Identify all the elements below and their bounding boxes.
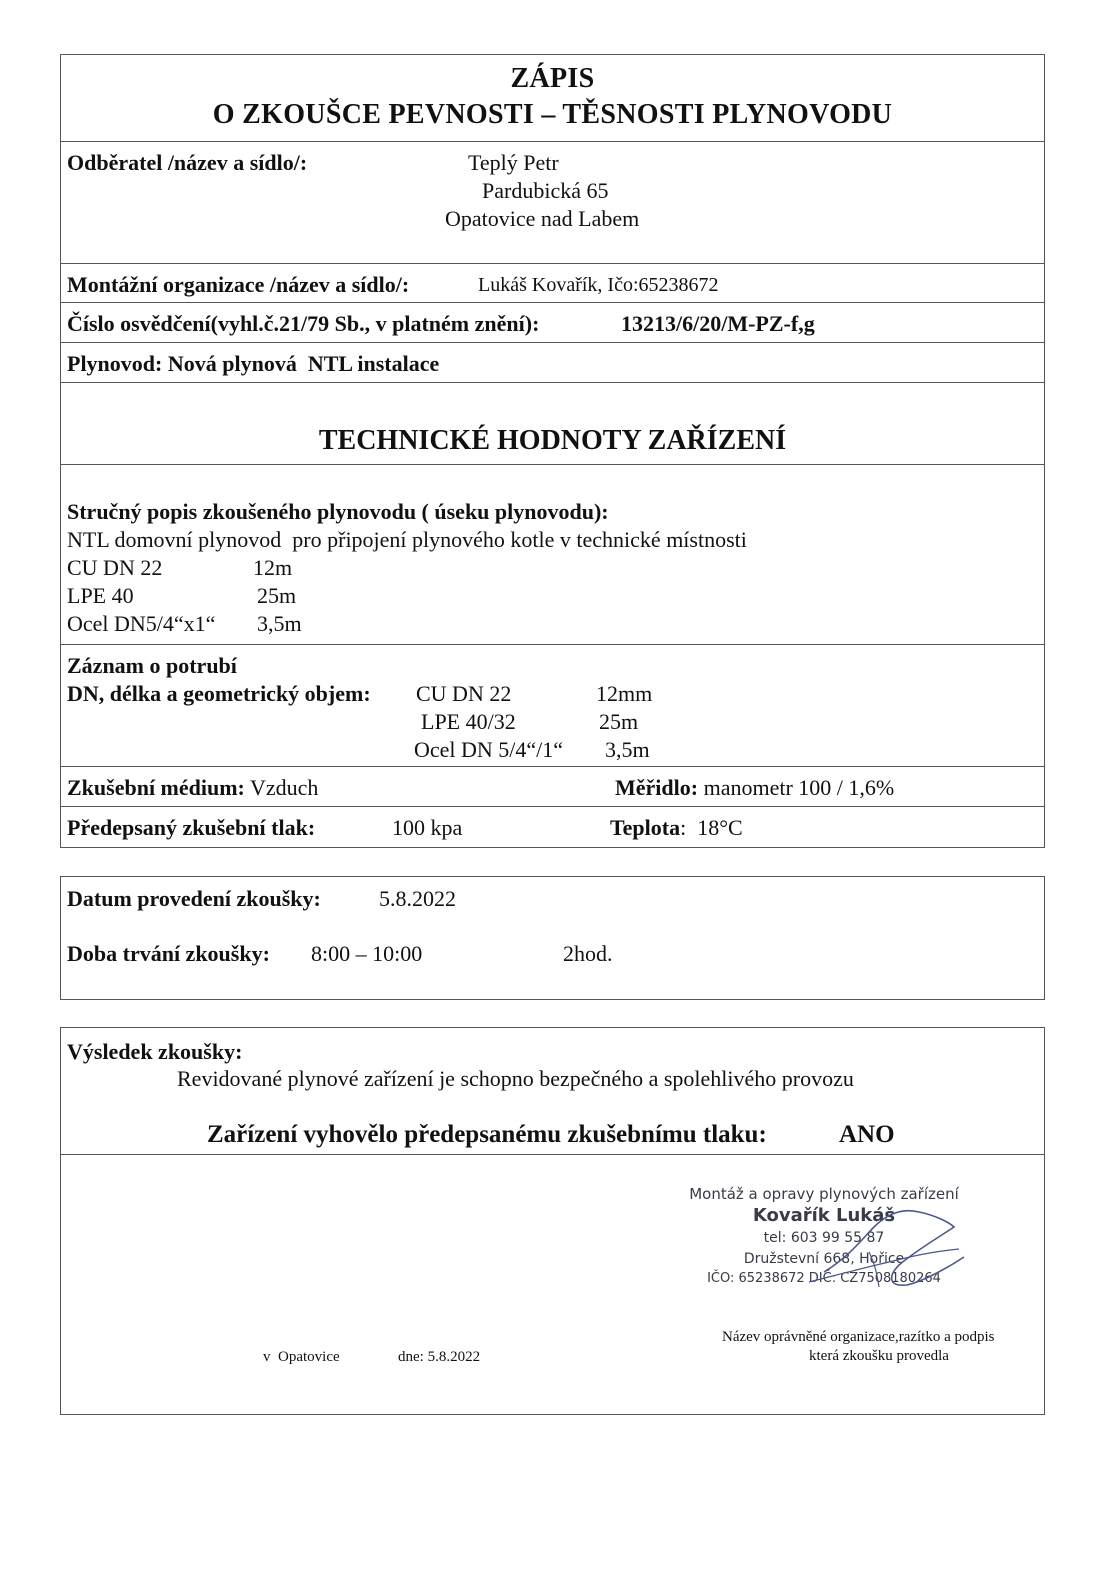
pipe-record-item-name: CU DN 22 xyxy=(416,681,512,706)
description-item-name: Ocel DN5/4“x1“ xyxy=(67,611,216,636)
description-item-name: CU DN 22 xyxy=(67,555,163,580)
certificate-label: Číslo osvědčení(vyhl.č.21/79 Sb., v platném znění): xyxy=(67,311,540,336)
pipe-record-item-length: 3,5m xyxy=(605,737,650,762)
stamp-line2: Kovařík Lukáš xyxy=(752,1205,896,1226)
pipe-record-item-name: Ocel DN 5/4“/1“ xyxy=(414,737,564,762)
title-row xyxy=(61,55,1044,142)
stamp-line3: tel: 603 99 55 87 xyxy=(763,1230,885,1246)
signature-caption-line2: která zkoušku provedla xyxy=(809,1348,949,1364)
gauge-value: manometr 100 / 1,6% xyxy=(703,775,895,800)
result-answer: ANO xyxy=(839,1121,895,1148)
customer-street: Pardubická 65 xyxy=(482,178,609,203)
main-form-box xyxy=(60,54,1045,848)
footer-date: dne: 5.8.2022 xyxy=(398,1349,481,1365)
medium-value: Vzduch xyxy=(250,775,319,800)
test-duration-label: Doba trvání zkoušky: xyxy=(67,941,270,966)
installer-value: Lukáš Kovařík, Ičo:65238672 xyxy=(478,274,719,296)
signature-caption-line1: Název oprávněné organizace,razítko a podpis xyxy=(722,1329,995,1345)
pipe-record-item-name: LPE 40/32 xyxy=(421,709,516,734)
description-item-name: LPE 40 xyxy=(67,583,134,608)
pressure-value: 100 kpa xyxy=(392,815,463,840)
section-title-row xyxy=(61,383,1044,465)
customer-city: Opatovice nad Labem xyxy=(445,206,640,231)
stamp-line1: Montáž a opravy plynových zařízení xyxy=(689,1185,959,1203)
description-item-length: 25m xyxy=(257,583,297,608)
description-row xyxy=(61,465,1044,645)
result-box xyxy=(60,1027,1045,1415)
medium-label: Zkušební médium: xyxy=(67,775,245,800)
pipe-record-item-length: 12mm xyxy=(596,681,653,706)
doc-title-line2: O ZKOUŠCE PEVNOSTI – TĚSNOSTI PLYNOVODU xyxy=(212,99,893,130)
pipe-record-label: Záznam o potrubí xyxy=(67,653,237,678)
customer-label: Odběratel /název a sídlo/: xyxy=(67,150,308,175)
customer-name: Teplý Petr xyxy=(468,150,559,175)
test-date-value: 5.8.2022 xyxy=(379,886,456,911)
section-title: TECHNICKÉ HODNOTY ZAŘÍZENÍ xyxy=(318,425,787,456)
medium-row xyxy=(61,767,1044,807)
customer-row xyxy=(61,142,1044,264)
test-date-label: Datum provedení zkoušky: xyxy=(67,886,321,911)
doc-title-line1: ZÁPIS xyxy=(510,63,595,94)
temperature-label: Teplota xyxy=(610,815,681,840)
test-box xyxy=(60,876,1045,1000)
pipeline-row xyxy=(61,343,1044,383)
certificate-row xyxy=(61,303,1044,343)
medium-field xyxy=(67,775,318,801)
description-label: Stručný popis zkoušeného plynovodu ( úseku plynovodu): xyxy=(67,499,609,524)
result-conclusion: Zařízení vyhovělo předepsanému zkušebnímu tlaku: xyxy=(207,1121,767,1148)
description-text: NTL domovní plynovod pro připojení plynového kotle v technické místnosti xyxy=(67,527,747,552)
result-row xyxy=(61,1028,1044,1155)
signature-row xyxy=(61,1155,1044,1415)
pipeline-label: Plynovod: Nová plynová NTL instalace xyxy=(67,351,440,376)
gauge-field xyxy=(615,775,894,801)
footer-place: v Opatovice xyxy=(263,1349,340,1365)
gauge-label: Měřidlo: xyxy=(615,775,699,800)
certificate-value: 13213/6/20/M-PZ-f,g xyxy=(621,311,815,336)
temperature-field xyxy=(610,815,743,841)
test-duration-value: 8:00 – 10:00 xyxy=(311,941,423,966)
temperature-value: : 18°C xyxy=(680,815,743,840)
pressure-label: Předepsaný zkušební tlak: xyxy=(67,815,316,840)
result-text: Revidované plynové zařízení je schopno bezpečného a spolehlivého provozu xyxy=(177,1066,854,1091)
result-label: Výsledek zkoušky: xyxy=(67,1039,243,1064)
stamp-line5: IČO: 65238672 DIČ: CZ7508180264 xyxy=(707,1271,941,1286)
description-item-length: 3,5m xyxy=(257,611,302,636)
installer-row xyxy=(61,264,1044,303)
pressure-row xyxy=(61,807,1044,848)
company-stamp xyxy=(659,1167,989,1307)
description-item-length: 12m xyxy=(253,555,293,580)
pipe-record-item-length: 25m xyxy=(599,709,639,734)
installer-label: Montážní organizace /název a sídlo/: xyxy=(67,272,410,297)
stamp-line4: Družstevní 668, Hořice xyxy=(743,1251,905,1267)
signature xyxy=(659,1167,989,1307)
pipe-record-row xyxy=(61,645,1044,767)
pipe-record-sublabel: DN, délka a geometrický objem: xyxy=(67,681,371,706)
test-duration-total: 2hod. xyxy=(563,941,613,966)
